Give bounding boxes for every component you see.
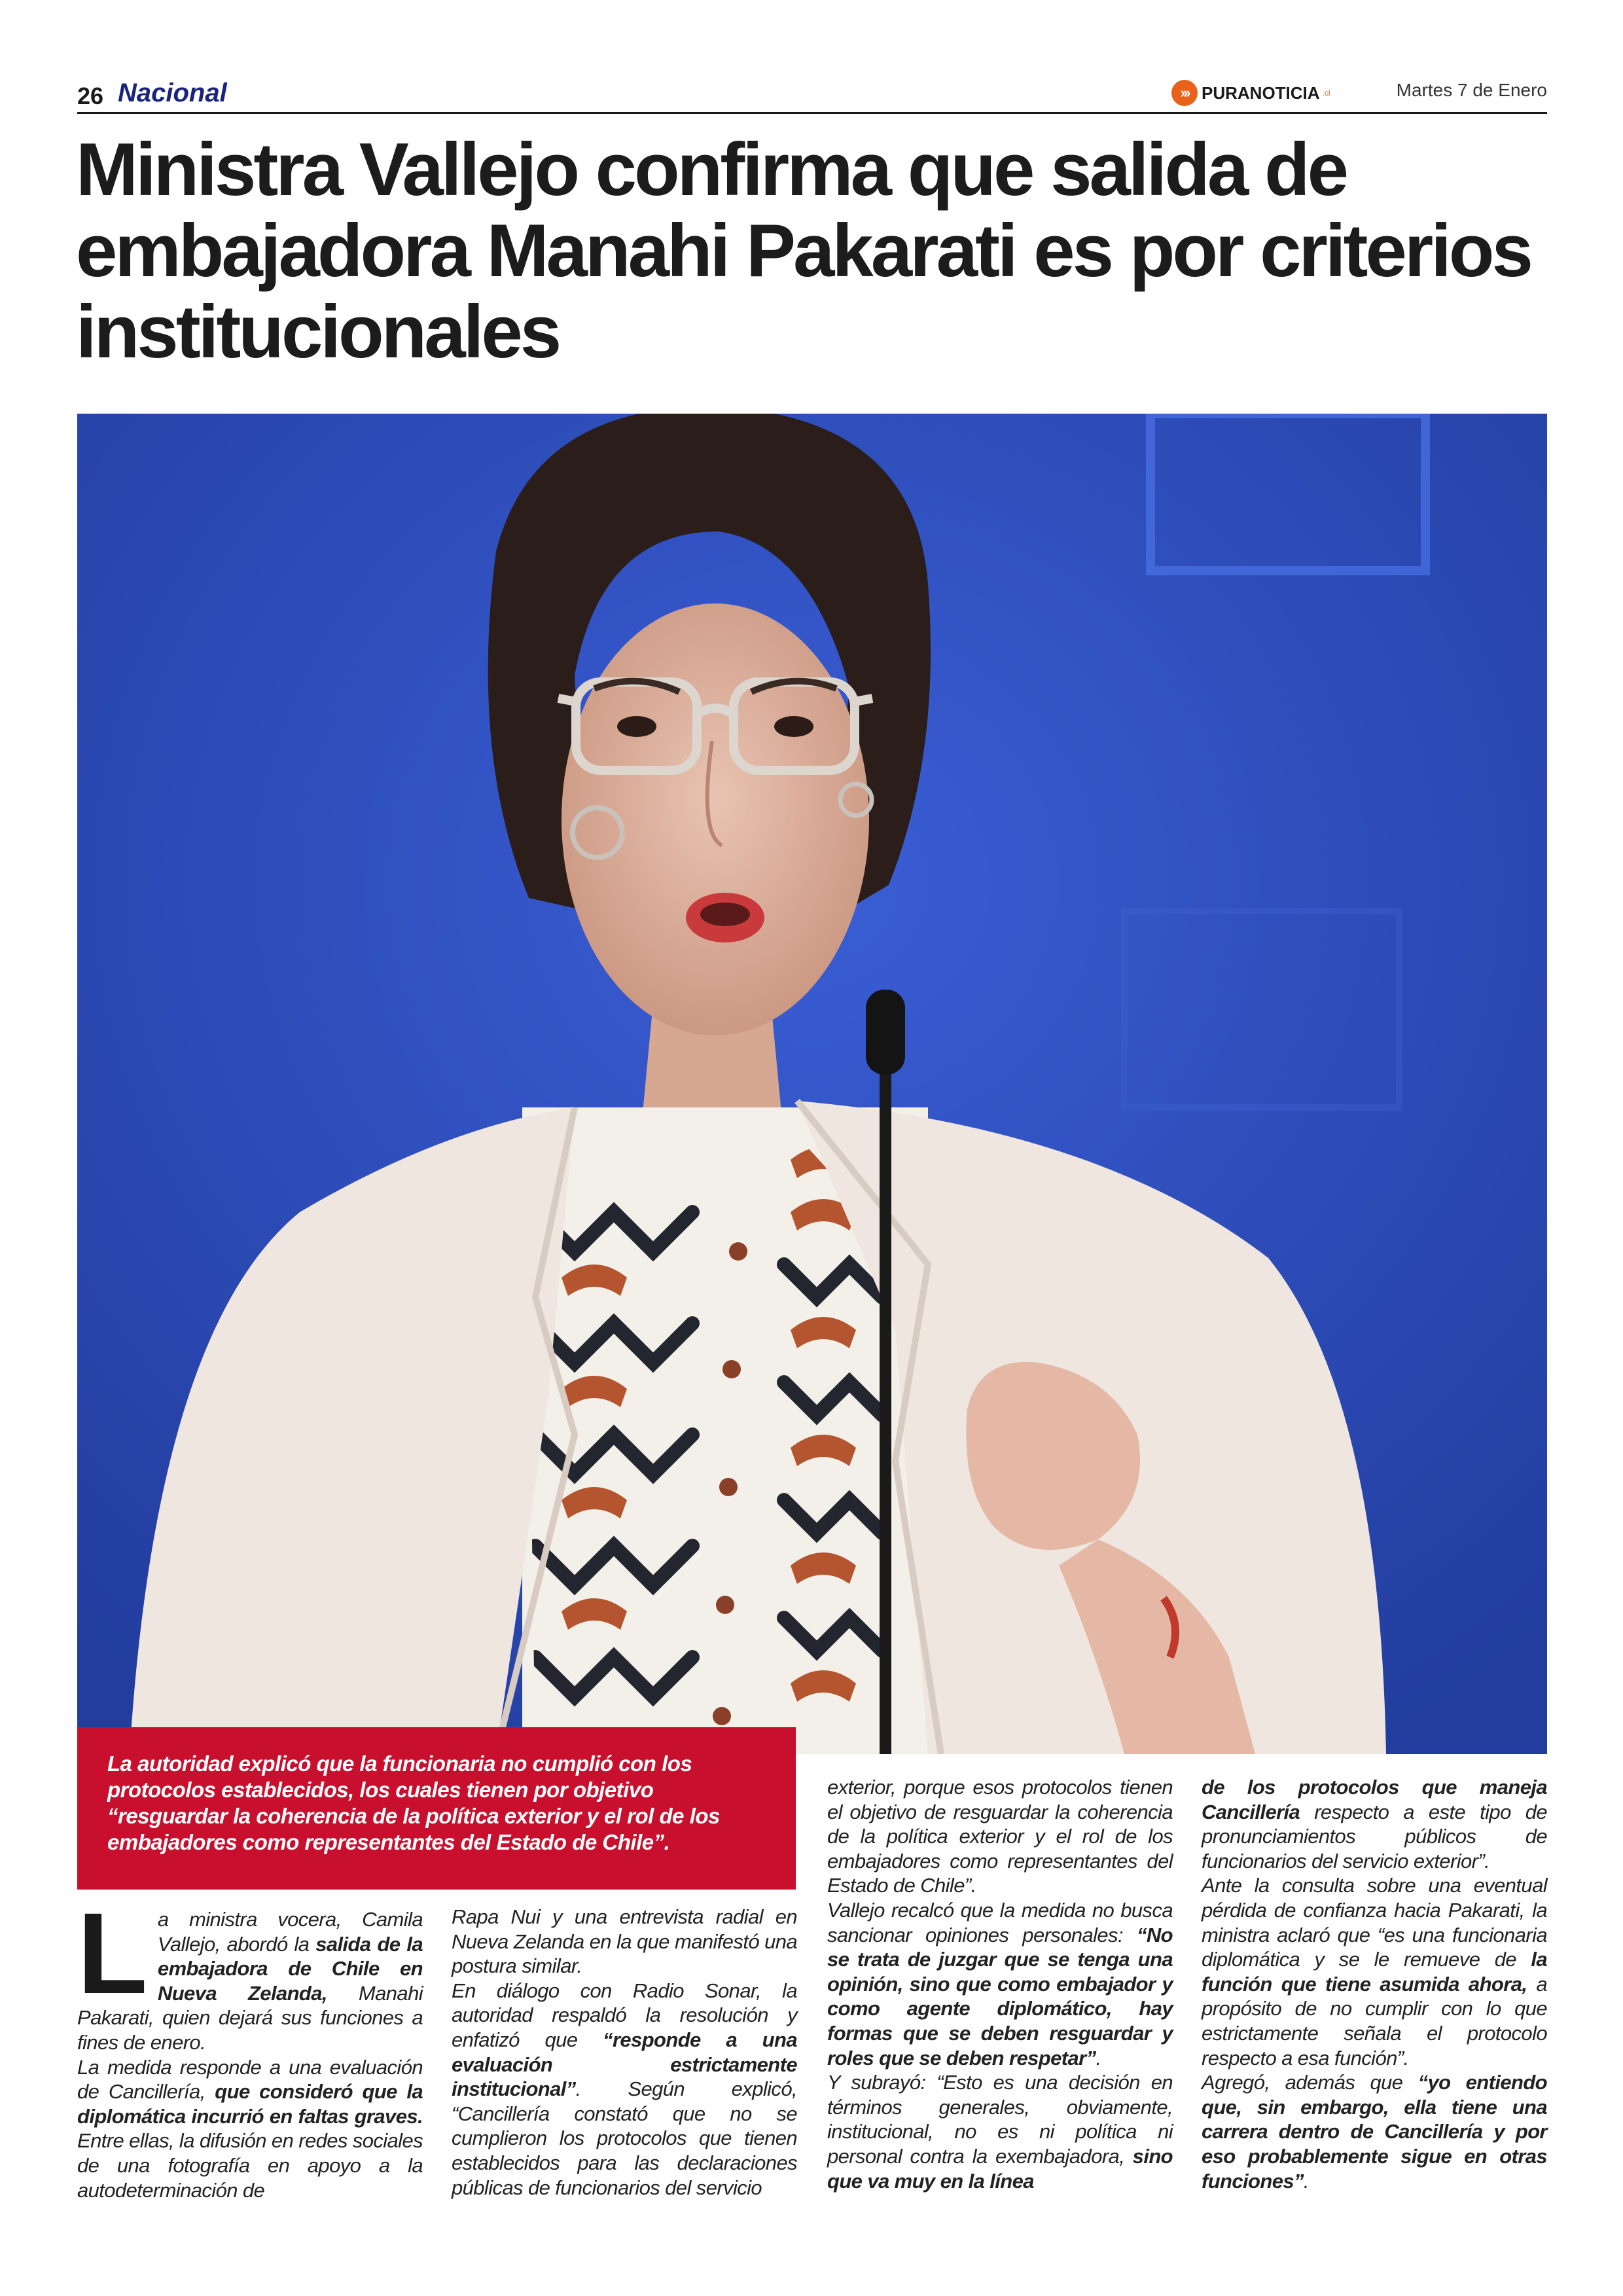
page-number: 26	[77, 82, 104, 109]
article-paragraph	[1202, 1873, 1547, 2070]
pull-quote-text: La autoridad explicó que la funcionaria no cumplió con los protocolos establecidos, los cuales tienen por objetivo “resguardar la coherencia de la política exterior y el rol de los embajadores como representantes del Estado de Chile”.	[107, 1751, 720, 1854]
emphasis-text: salida de la embajadora de Chile en Nueva Zelanda,	[157, 1932, 423, 2005]
drop-cap: L	[77, 1890, 147, 2018]
article-paragraph	[827, 1775, 1173, 1898]
article-paragraph	[77, 1890, 423, 2055]
emphasis-text: “yo entiendo que, sin embargo, ella tiene una carrera dentro de Cancillería y por eso probablemente sigue en otras funciones”	[1202, 2071, 1547, 2193]
header-rule	[77, 112, 1547, 114]
article-paragraph	[1202, 2070, 1547, 2193]
article-paragraph	[452, 1905, 797, 1979]
body-text: a ministra vocera, Camila Vallejo, abordó la	[157, 1908, 423, 1956]
body-text: Ante la consulta sobre una eventual pérdida de confianza hacia Pakarati, la ministra aclaró que “es una funcionaria diplomática y se le remueve de	[1202, 1874, 1547, 1971]
photo-illustration	[77, 414, 1547, 1754]
body-text: Entre ellas, la difusión en redes sociales de una fotografía en apoyo a la autodeterminación de	[77, 2129, 423, 2202]
headline: Ministra Vallejo confirma que salida de embajadora Manahi Pakarati es por criterios institucionales	[76, 128, 1531, 374]
logo-suffix: .cl	[1322, 88, 1330, 98]
logo-text: PURANOTICIA	[1202, 82, 1320, 103]
chevron-arrows-icon: ›››	[1171, 80, 1198, 106]
pull-quote-box	[77, 1727, 796, 1890]
article-paragraph	[827, 2070, 1173, 2193]
puranoticia-logo[interactable]	[1171, 79, 1330, 107]
body-text: a propósito de no cumplir con lo que estrictamente señala el protocolo respecto a esa función”.	[1202, 1972, 1547, 2070]
body-text: .	[1303, 2169, 1309, 2193]
emphasis-text: que consideró que la diplomática incurrió en faltas graves.	[77, 2080, 423, 2128]
body-text: La medida responde a una evaluación de Cancillería,	[77, 2055, 423, 2104]
emphasis-text: la función que tiene asumida ahora,	[1202, 1948, 1547, 1996]
body-text: .	[1096, 2046, 1101, 2070]
article-column-3	[827, 1775, 1173, 2193]
body-text: respecto a este tipo de pronunciamientos públicos de funcionarios del servicio exterior”.	[1202, 1800, 1547, 1873]
emphasis-text: de los protocolos que maneja Cancillería	[1202, 1776, 1547, 1823]
body-text: Agregó, además que	[1202, 2071, 1418, 2094]
body-text: En diálogo con Radio Sonar, la autoridad respaldó la resolución y enfatizó que	[452, 1979, 797, 2051]
body-text: Y subrayó: “Esto es una decisión en términos generales, obviamente, institucional, no es ni política ni personal contra la exembajadora,	[827, 2071, 1173, 2168]
article-paragraph	[77, 2055, 423, 2203]
article-column-2	[452, 1905, 797, 2200]
emphasis-text: “responde a una evaluación estrictamente institucional”	[452, 2028, 797, 2101]
body-text: Vallejo recalcó que la medida no busca sancionar opiniones personales:	[827, 1898, 1173, 1946]
article-column-1	[77, 1890, 423, 2202]
emphasis-text: sino que va muy en la línea	[827, 2144, 1173, 2193]
page-header	[77, 77, 1547, 117]
article-column-4	[1202, 1775, 1547, 2193]
body-text: Manahi Pakarati, quien dejará sus funciones a fines de enero.	[77, 1981, 423, 2054]
emphasis-text: “No se trata de juzgar que se tenga una opinión, sino que como embajador y como agente diplomático, hay formas que se deben resguardar y roles que se deben respetar”	[827, 1923, 1173, 2070]
article-paragraph	[1202, 1775, 1547, 1873]
press-conference-photo	[77, 414, 1547, 1754]
body-text: Rapa Nui y una entrevista radial en Nueva Zelanda en la que manifestó una postura similar.	[452, 1905, 797, 1978]
article-paragraph	[827, 1898, 1173, 2070]
issue-date: Martes 7 de Enero	[1396, 80, 1547, 100]
section-label: Nacional	[118, 79, 227, 107]
article-paragraph	[452, 1979, 797, 2200]
body-text: . Según explicó, “Cancillería constató que no se cumplieron los protocolos que tienen establecidos para las declaraciones públicas de funcionarios del servicio	[452, 2077, 797, 2199]
body-text: exterior, porque esos protocolos tienen el objetivo de resguardar la coherencia de la política exterior y el rol de los embajadores como representantes del Estado de Chile”.	[827, 1776, 1173, 1897]
